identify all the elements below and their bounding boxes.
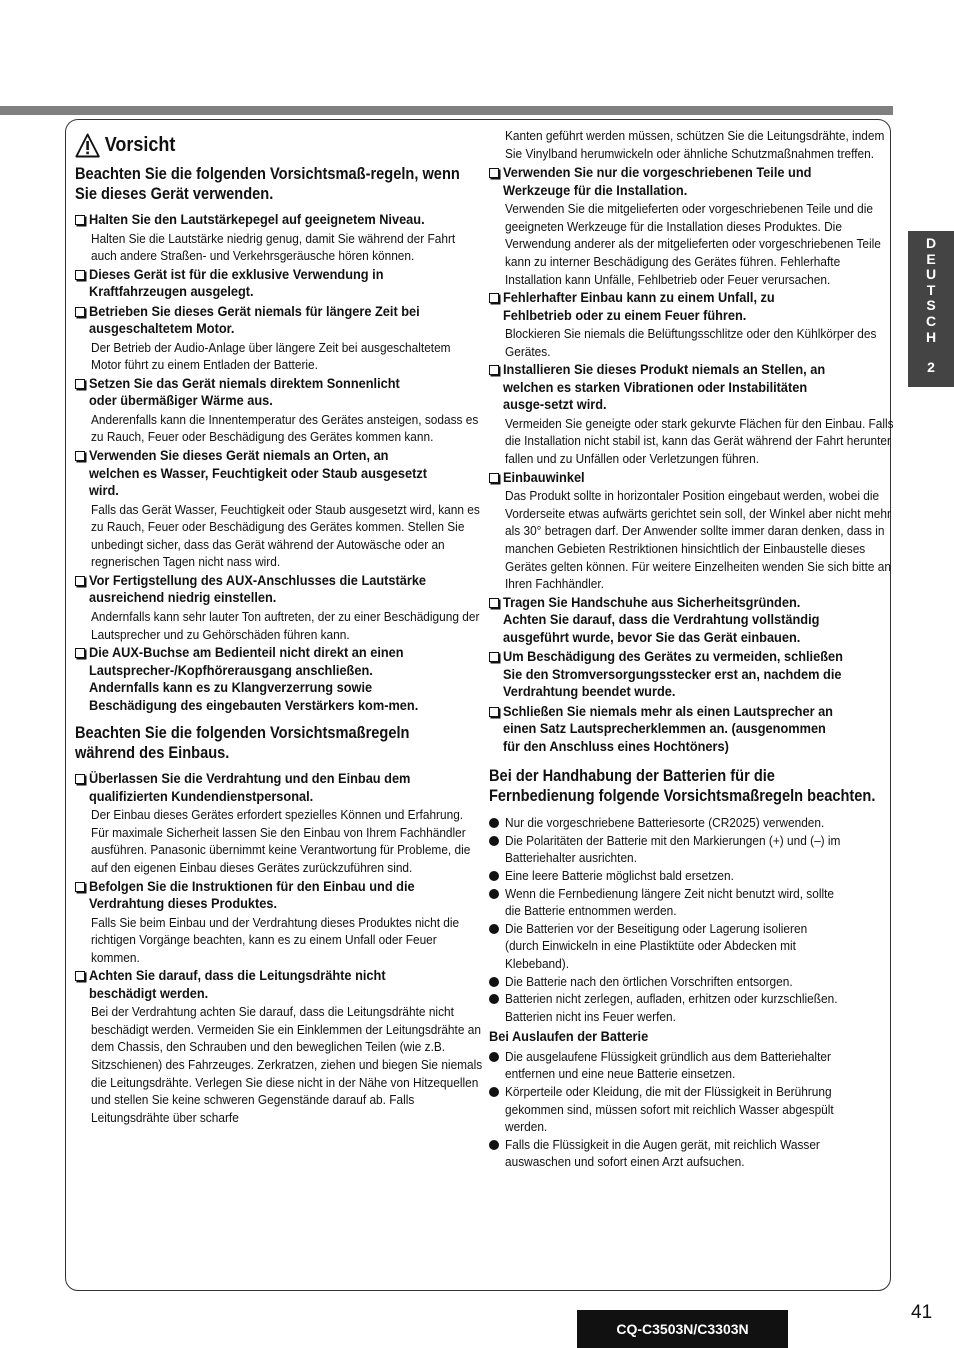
caution-item [489, 362, 894, 467]
caution-item-title: Installieren Sie dieses Produkt niemals an Stellen, an welchen es starken Vibrationen oder Instabilitäten ausge-setzt wird. [503, 362, 826, 414]
caution-item-head [489, 362, 881, 415]
leak-bullets [489, 1048, 881, 1171]
caution-item-title: Schließen Sie niemals mehr als einen Lautsprecher an einen Satz Lautsprecherklemmen an. (ausgenommen für den Anschluss eines Hochtöners) [503, 703, 833, 755]
checkbox-square-icon [75, 576, 85, 586]
bullet-text: Körperteile oder Kleidung, die mit der Flüssigkeit in Berührung gekommen sind, müssen sofort mit reichlich Wasser abgespült werden. [505, 1084, 834, 1135]
caution-item-body: Der Einbau dieses Gerätes erfordert spezielles Können und Erfahrung. Für maximale Sicherheit lassen Sie den Einbau von Ihrem Fachhändler ausführen. Panasonic übernimmt keine Verantwortung für Probleme, die auf den eigenen Einbau dieses Gerätes zurückzuführen sind. [91, 807, 471, 875]
caution-item-head [75, 376, 467, 411]
section-title-text: Vorsicht [104, 134, 176, 156]
language-letter: C [925, 312, 937, 329]
checkbox-square-icon [489, 365, 499, 375]
language-letter: S [926, 297, 936, 314]
checkbox-square-icon [489, 168, 499, 178]
caution-item-head [75, 573, 467, 608]
caution-item [75, 304, 467, 374]
bullet-dot-icon [489, 871, 499, 881]
caution-item-head [75, 267, 467, 302]
caution-item [489, 704, 881, 757]
checkbox-square-icon [75, 379, 85, 389]
bullet-dot-icon [489, 977, 499, 987]
bullet-dot-icon [489, 818, 499, 828]
caution-item-body: Blockieren Sie niemals die Belüftungsschlitze oder den Kühlkörper des Gerätes. [505, 326, 877, 359]
bullet-item [489, 973, 881, 991]
caution-item-body: Falls Sie beim Einbau und der Verdrahtung dieses Produktes nicht die richtigen Vorgänge beachten, kann es zu einem Unfall oder Feuer kommen. [91, 914, 460, 965]
caution-item-title: Einbauwinkel [503, 469, 585, 486]
checkbox-square-icon [75, 971, 85, 981]
checkbox-square-icon [75, 451, 85, 461]
usage-items [75, 212, 480, 715]
caution-item-head [75, 645, 467, 715]
continuation-text: Kanten geführt werden müssen, schützen Sie die Leitungsdrähte, indem Sie Vinylband herumwickeln oder ähnliche Schutzmaßnahmen treffen. [505, 128, 885, 161]
caution-item-body: Falls das Gerät Wasser, Feuchtigkeit oder Staub ausgesetzt wird, kann es zu Rauch, Feuer oder Beschädigung des Gerätes kommen. Stellen Sie unbedingt sicher, dass das Gerät während der Autowäsche oder an regnerischen Tagen nicht nass wird. [91, 501, 480, 570]
warning-triangle-icon [75, 133, 100, 158]
caution-item-head [489, 470, 881, 488]
caution-item [489, 469, 891, 593]
heading-battery: Bei der Handhabung der Batterien für die Fernbedienung folgende Vorsichtsmaßregeln beachten. [489, 766, 876, 806]
language-letter: T [926, 281, 936, 298]
checkbox-square-icon [75, 270, 85, 280]
checkbox-square-icon [489, 652, 499, 662]
checkbox-square-icon [489, 473, 499, 483]
heading-leak: Bei Auslaufen der Batterie [489, 1029, 649, 1046]
bullet-item [489, 832, 881, 867]
page-number: 41 [911, 1302, 933, 1323]
bullet-item [489, 990, 881, 1025]
language-letter: E [926, 250, 936, 267]
bullet-text: Batterien nicht zerlegen, aufladen, erhitzen oder kurzschließen. Batterien nicht ins Feuer werfen. [505, 991, 838, 1024]
bullet-item [489, 1083, 881, 1136]
heading-usage: Beachten Sie die folgenden Vorsichtsmaß-regeln, wenn Sie dieses Gerät verwenden. [75, 164, 460, 203]
bullet-dot-icon [489, 889, 499, 899]
caution-item-body: Das Produkt sollte in horizontaler Position eingebaut werden, wobei die Vorderseite etwas aufwärts gerichtet sein soll, der Winkel aber nicht mehr als 30° betragen darf. Der Anwender sollte immer daran denken, dass in manchen Gebieten Restriktionen hinsichtlich der Einbaustelle dieses Gerätes gelten können. Für weitere Einzelheiten wenden Sie sich bitte an Ihren Fachhändler. [505, 488, 891, 592]
checkbox-square-icon [75, 215, 85, 225]
caution-item [75, 572, 480, 643]
caution-item [75, 879, 467, 967]
bullet-item [489, 1048, 881, 1083]
caution-item [75, 375, 479, 446]
bullet-text: Wenn die Fernbedienung längere Zeit nicht benutzt wird, sollte die Batterie entnommen werden. [505, 885, 835, 919]
caution-item [75, 267, 467, 302]
caution-item [489, 649, 881, 702]
caution-item-title: Halten Sie den Lautstärkepegel auf geeignetem Niveau. [89, 212, 425, 228]
caution-item-title: Überlassen Sie die Verdrahtung und den Einbau dem qualifizierten Kundendienstpersonal. [89, 771, 411, 805]
left-column [75, 133, 483, 1128]
language-letter: H [925, 328, 937, 345]
caution-item-title: Verwenden Sie dieses Gerät niemals an Orten, an welchen es Wasser, Feuchtigkeit oder Staub ausgesetzt wird. [89, 448, 428, 500]
caution-item-head [75, 879, 467, 914]
checkbox-square-icon [75, 307, 85, 317]
bullet-text: Nur die vorgeschriebene Batteriesorte (CR2025) verwenden. [505, 815, 825, 831]
language-tab [908, 231, 954, 387]
bullet-dot-icon [489, 1052, 499, 1062]
caution-item-title: Befolgen Sie die Instruktionen für den Einbau und die Verdrahtung dieses Produktes. [89, 878, 415, 912]
caution-item-title: Die AUX-Buchse am Bedienteil nicht direkt an einen Lautsprecher-/Kopfhörerausgang anschließen. Andernfalls kann es zu Klangverzerrung sowie Beschädigung des eingebauten Verstärkers kom-men. [89, 645, 419, 714]
caution-item-head [75, 304, 467, 339]
bullet-text: Falls die Flüssigkeit in die Augen gerät, mit reichlich Wasser auswaschen und sofort einen Arzt aufsuchen. [505, 1136, 820, 1170]
bullet-text: Die ausgelaufene Flüssigkeit gründlich aus dem Batteriehalter entfernen und eine neue Batterie einsetzen. [505, 1048, 831, 1082]
bullet-text: Eine leere Batterie möglichst bald ersetzen. [505, 867, 734, 883]
caution-item-title: Vor Fertigstellung des AUX-Anschlusses die Lautstärke ausreichend niedrig einstellen. [89, 572, 427, 607]
bullet-text: Die Batterie nach den örtlichen Vorschriften entsorgen. [505, 973, 793, 989]
caution-item-title: Betrieben Sie dieses Gerät niemals für längere Zeit bei ausgeschaltetem Motor. [89, 303, 420, 338]
caution-item-body: Halten Sie die Lautstärke niedrig genug, damit Sie während der Fahrt auch andere Straßen- und Verkehrsgeräusche hören können. [91, 230, 456, 264]
caution-item [75, 771, 471, 876]
caution-item-head [489, 704, 881, 757]
caution-item [75, 645, 467, 715]
bullet-dot-icon [489, 836, 499, 846]
caution-item-head [489, 290, 881, 325]
caution-item [75, 448, 480, 571]
battery-bullets [489, 814, 881, 1025]
bullet-dot-icon [489, 994, 499, 1004]
caution-item [489, 290, 881, 360]
caution-item-title: Um Beschädigung des Gerätes zu vermeiden, schließen Sie den Stromversorgungsstecker erst an, nachdem die Verdrahtung beendet wurde. [503, 649, 843, 701]
caution-item [75, 968, 483, 1126]
installation-items [75, 771, 483, 1126]
caution-item-body: Andernfalls kann sehr lauter Ton auftreten, der zu einer Beschädigung der Lautsprecher und zu Gehörschäden führen kann. [91, 608, 480, 642]
caution-item-head [75, 448, 467, 501]
bullet-dot-icon [489, 1140, 499, 1150]
bullet-dot-icon [489, 1087, 499, 1097]
caution-item-head [75, 771, 467, 806]
caution-item-head [489, 165, 881, 200]
caution-item-title: Dieses Gerät ist für die exklusive Verwendung in Kraftfahrzeugen ausgelegt. [89, 266, 384, 301]
caution-item [489, 595, 881, 648]
caution-item-body: Verwenden Sie die mitgelieferten oder vorgeschriebenen Teile und die geeigneten Werkzeuge für die Installation dieses Produktes. Die Verwendung anderer als der mitgelieferten oder vorgeschriebenen Teile kann zu interner Beschädigung des Gerätes führen. Fehlerhafte Installation kann Unfälle, Fehlbetrieb oder Feuer verursachen. [505, 201, 881, 287]
bullet-item [489, 885, 881, 920]
caution-item-title: Verwenden Sie nur die vorgeschriebenen Teile und Werkzeuge für die Installation. [503, 165, 812, 199]
bullet-text: Die Polaritäten der Batterie mit den Markierungen (+) und (–) im Batteriehalter ausrichten. [505, 832, 841, 866]
bullet-item [489, 920, 881, 973]
checkbox-square-icon [489, 598, 499, 608]
installation-items-continued [489, 165, 894, 756]
caution-item-title: Tragen Sie Handschuhe aus Sicherheitsgründen. Achten Sie darauf, dass die Verdrahtung vollständig ausgeführt wurde, bevor Sie das Gerät einbauen. [503, 594, 820, 646]
section-title [75, 133, 428, 158]
heading-installation: Beachten Sie die folgenden Vorsichtsmaßregeln während des Einbaus. [75, 723, 410, 763]
caution-item-title: Fehlerhafter Einbau kann zu einem Unfall, zu Fehlbetrieb oder zu einem Feuer führen. [503, 290, 775, 324]
caution-item [75, 212, 467, 265]
language-number: 2 [927, 359, 935, 376]
bullet-text: Die Batterien vor der Beseitigung oder Lagerung isolieren (durch Einwickeln in eine Plastiktüte oder Abdecken mit Klebeband). [505, 920, 808, 971]
model-label: CQ-C3503N/C3303N [577, 1310, 788, 1348]
bullet-dot-icon [489, 924, 499, 934]
caution-item-title: Achten Sie darauf, dass die Leitungsdrähte nicht beschädigt werden. [89, 968, 386, 1002]
checkbox-square-icon [75, 648, 85, 658]
caution-item [489, 165, 881, 288]
caution-item-head [489, 649, 881, 702]
caution-item-head [75, 212, 467, 230]
caution-item-body: Der Betrieb der Audio-Anlage über längere Zeit bei ausgeschaltetem Motor führt zu einem Entladen der Batterie. [91, 339, 451, 373]
language-letter: U [925, 266, 937, 283]
right-column [489, 127, 894, 1171]
bullet-item [489, 814, 881, 832]
top-rule [0, 106, 893, 115]
checkbox-square-icon [489, 707, 499, 717]
caution-item-head [75, 968, 467, 1003]
caution-item-title: Setzen Sie das Gerät niemals direktem Sonnenlicht oder übermäßiger Wärme aus. [89, 375, 400, 410]
caution-item-body: Vermeiden Sie geneigte oder stark gekurvte Flächen für den Einbau. Falls die Installation nicht stabil ist, kann das Gerät während der Fahrt herunter fallen und zu Unfällen oder Verletzungen führen. [505, 415, 894, 467]
checkbox-square-icon [489, 293, 499, 303]
bullet-item [489, 867, 881, 885]
language-letters [908, 231, 954, 345]
checkbox-square-icon [75, 774, 85, 784]
language-letter: D [925, 235, 937, 251]
caution-item-body: Anderenfalls kann die Innentemperatur des Gerätes ansteigen, sodass es zu Rauch, Feuer oder Beschädigung des Gerätes kommen kann. [91, 411, 479, 445]
bullet-item [489, 1136, 881, 1171]
caution-item-body: Bei der Verdrahtung achten Sie darauf, dass die Leitungsdrähte nicht beschädigt werden. Vermeiden Sie ein Einklemmen der Leitungsdrähte an dem Chassis, den Schrauben und den beweglichen Teilen (wie z.B. Sitzschienen) des Fahrzeuges. Zerkratzen, ziehen und biegen Sie niemals die Leitungsdrähte. Verlegen Sie diese nicht in der Nähe von Hitzequellen und stellen Sie keine schweren Gegenstände darauf ab. Falls Leitungsdrähte über scharfe [91, 1004, 483, 1125]
caution-item-head [489, 595, 881, 648]
checkbox-square-icon [75, 882, 85, 892]
